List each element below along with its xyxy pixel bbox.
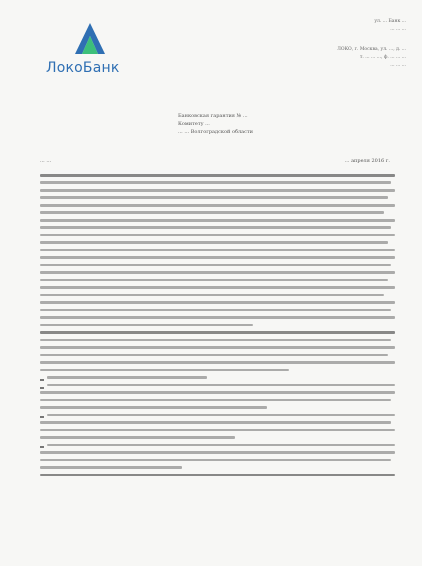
document-number: ... ... bbox=[40, 158, 52, 164]
paragraph bbox=[40, 174, 395, 326]
header-line: Банковская гарантия № ... bbox=[178, 113, 248, 119]
lokobank-logo-icon bbox=[70, 20, 110, 60]
header-line: ... ... Волгоградской области bbox=[178, 129, 254, 135]
addressee-block bbox=[178, 112, 378, 136]
contact-line: ... ... ... bbox=[390, 63, 406, 68]
bullet-list bbox=[40, 376, 395, 476]
contact-line: т. ... ... ..., ф. ... ... ... bbox=[359, 55, 406, 60]
paragraph bbox=[40, 331, 395, 371]
contact-line: ... ... ... bbox=[390, 27, 406, 32]
header-line: Комитету ... bbox=[178, 121, 210, 127]
brand-name: ЛокоБанк bbox=[46, 60, 120, 76]
document-date: ... апреля 2016 г. bbox=[344, 158, 390, 164]
contact-line: ул. ... Банк ... bbox=[374, 19, 406, 24]
document-body bbox=[40, 174, 395, 481]
contact-line: ЛОКО, г. Москва, ул. ..., д. ... bbox=[337, 47, 406, 52]
